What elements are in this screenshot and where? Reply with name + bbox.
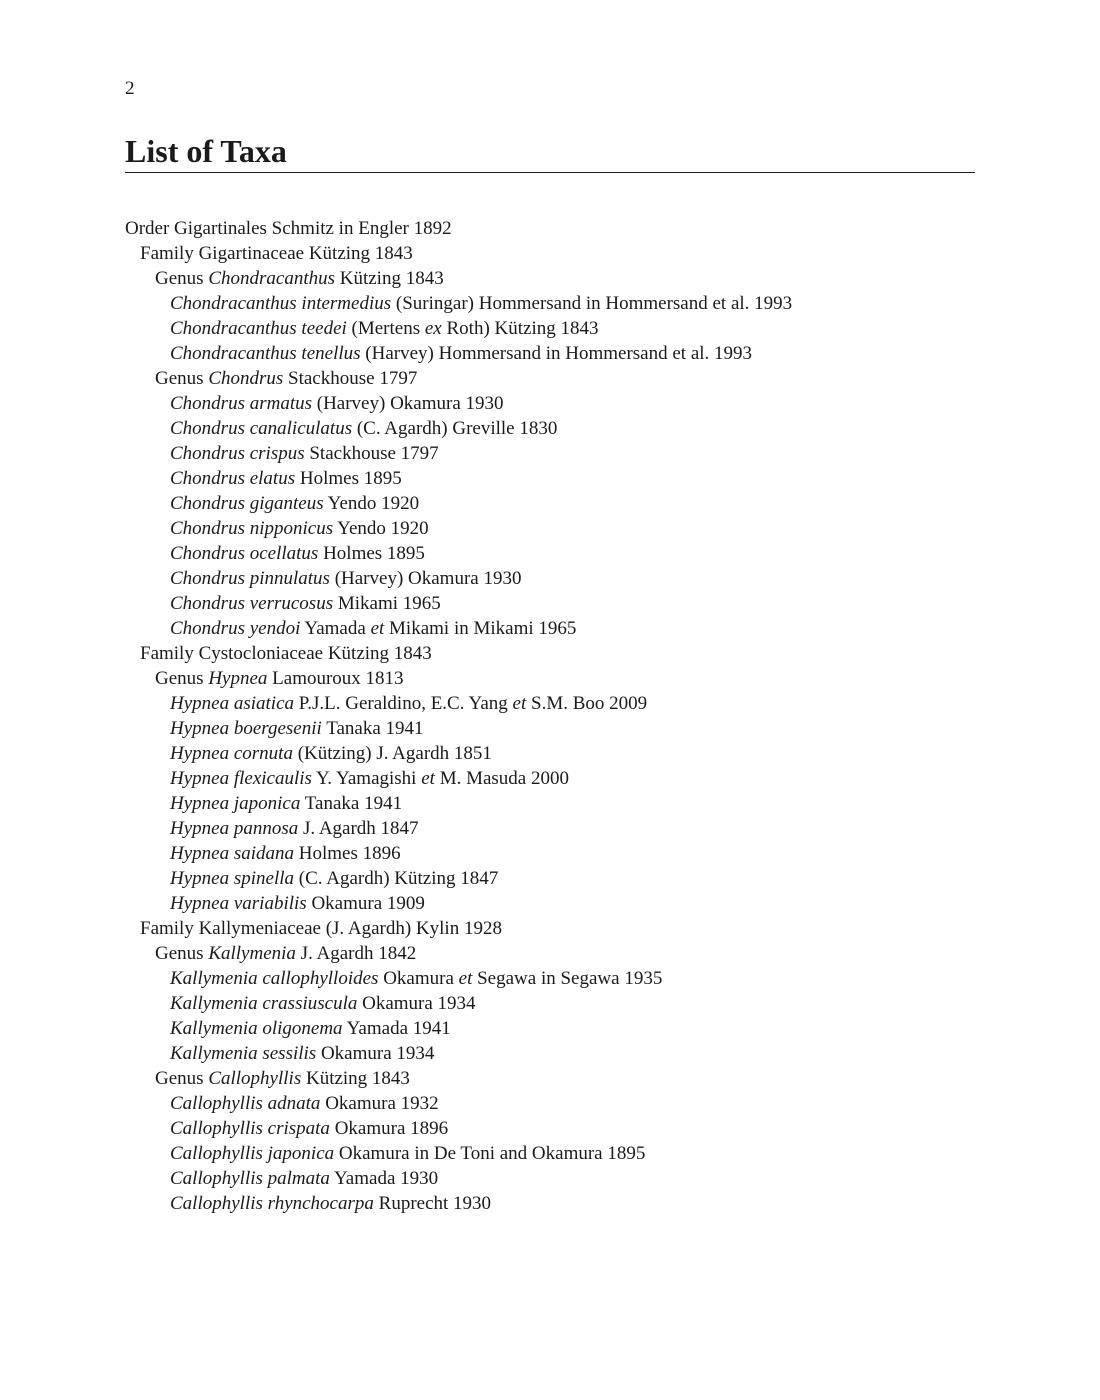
species-entry — [125, 1116, 985, 1141]
taxon-text: Holmes 1895 — [295, 468, 402, 489]
genus-entry — [125, 1066, 985, 1091]
taxon-name-italic: Callophyllis palmata — [170, 1168, 330, 1189]
taxon-name-italic: Chondrus canaliculatus — [170, 418, 353, 439]
taxon-text: J. Agardh 1847 — [298, 818, 419, 839]
species-entry — [125, 1191, 985, 1216]
taxon-name-italic: Chondrus ocellatus — [170, 543, 319, 564]
order-entry — [125, 216, 985, 241]
taxon-name-italic: Kallymenia — [208, 943, 296, 964]
taxon-name-italic: et — [512, 693, 527, 714]
species-entry — [125, 741, 985, 766]
taxon-name-italic: Hypnea japonica — [170, 793, 301, 814]
taxon-text: Okamura in De Toni and Okamura 1895 — [334, 1143, 646, 1164]
taxon-text: Y. Yamagishi — [311, 768, 422, 789]
taxon-text: Okamura 1934 — [316, 1043, 435, 1064]
taxon-text: Family Cystocloniaceae Kützing 1843 — [140, 643, 432, 664]
species-entry — [125, 866, 985, 891]
taxon-name-italic: Chondracanthus — [208, 268, 335, 289]
species-entry — [125, 441, 985, 466]
taxon-text: (Mertens — [346, 318, 425, 339]
species-entry — [125, 1091, 985, 1116]
family-entry — [125, 641, 985, 666]
taxon-text: Okamura 1932 — [320, 1093, 439, 1114]
species-entry — [125, 791, 985, 816]
taxon-name-italic: et — [370, 618, 385, 639]
taxon-name-italic: Hypnea saidana — [170, 843, 295, 864]
taxon-text: Holmes 1896 — [294, 843, 401, 864]
taxon-text: Tanaka 1941 — [321, 718, 424, 739]
taxon-text: Okamura 1909 — [306, 893, 425, 914]
taxon-text: Genus — [155, 943, 209, 964]
taxon-text: Segawa in Segawa 1935 — [472, 968, 663, 989]
taxon-text: Stackhouse 1797 — [304, 443, 439, 464]
taxon-name-italic: Hypnea pannosa — [170, 818, 299, 839]
species-entry — [125, 716, 985, 741]
taxon-name-italic: Chondrus pinnulatus — [170, 568, 330, 589]
taxon-name-italic: Kallymenia oligonema — [170, 1018, 343, 1039]
taxon-text: Mikami in Mikami 1965 — [384, 618, 577, 639]
species-entry — [125, 591, 985, 616]
species-entry — [125, 1016, 985, 1041]
taxon-text: P.J.L. Geraldino, E.C. Yang — [294, 693, 513, 714]
taxon-name-italic: Chondracanthus intermedius — [170, 293, 392, 314]
taxon-text: Genus — [155, 668, 209, 689]
species-entry — [125, 816, 985, 841]
species-entry — [125, 541, 985, 566]
species-entry — [125, 316, 985, 341]
species-entry — [125, 966, 985, 991]
taxon-name-italic: Hypnea — [208, 668, 268, 689]
taxon-name-italic: Chondrus elatus — [170, 468, 296, 489]
taxon-text: (C. Agardh) Kützing 1847 — [294, 868, 499, 889]
species-entry — [125, 1141, 985, 1166]
species-entry — [125, 291, 985, 316]
taxon-name-italic: Chondracanthus teedei — [170, 318, 347, 339]
page-title: List of Taxa — [125, 131, 975, 173]
page-number: 2 — [125, 78, 135, 99]
taxon-name-italic: Chondrus crispus — [170, 443, 305, 464]
species-entry — [125, 416, 985, 441]
species-entry — [125, 491, 985, 516]
taxon-name-italic: Callophyllis crispata — [170, 1118, 330, 1139]
taxon-name-italic: et — [421, 768, 435, 789]
taxon-name-italic: Kallymenia crassiuscula — [170, 993, 358, 1014]
taxon-name-italic: Hypnea asiatica — [170, 693, 295, 714]
taxon-name-italic: Chondrus armatus — [170, 393, 312, 414]
taxon-name-italic: Callophyllis adnata — [170, 1093, 321, 1114]
taxon-text: (Harvey) Okamura 1930 — [312, 393, 504, 414]
species-entry — [125, 1166, 985, 1191]
taxon-text: Genus — [155, 1068, 209, 1089]
species-entry — [125, 691, 985, 716]
taxon-text: Kützing 1843 — [335, 268, 444, 289]
taxon-name-italic: Chondrus giganteus — [170, 493, 324, 514]
taxon-text: Family Kallymeniaceae (J. Agardh) Kylin 1928 — [140, 918, 502, 939]
taxon-text: Genus — [155, 268, 209, 289]
taxon-name-italic: ex — [424, 318, 442, 339]
species-entry — [125, 616, 985, 641]
taxon-text: J. Agardh 1842 — [295, 943, 417, 964]
taxon-text: (Harvey) Okamura 1930 — [329, 568, 522, 589]
taxon-text: Lamouroux 1813 — [267, 668, 404, 689]
species-entry — [125, 766, 985, 791]
taxon-text: (Harvey) Hommersand in Hommersand et al. 1993 — [360, 343, 753, 364]
taxon-name-italic: Chondracanthus tenellus — [170, 343, 361, 364]
taxon-name-italic: Hypnea flexicaulis — [170, 768, 312, 789]
taxon-text: Stackhouse 1797 — [283, 368, 418, 389]
taxon-name-italic: Hypnea boergesenii — [170, 718, 322, 739]
genus-entry — [125, 366, 985, 391]
family-entry — [125, 916, 985, 941]
taxon-text: M. Masuda 2000 — [434, 768, 569, 789]
taxon-text: Ruprecht 1930 — [373, 1193, 492, 1214]
taxon-name-italic: Hypnea variabilis — [170, 893, 307, 914]
taxon-text: Kützing 1843 — [301, 1068, 410, 1089]
genus-entry — [125, 941, 985, 966]
species-entry — [125, 841, 985, 866]
species-entry — [125, 991, 985, 1016]
taxon-name-italic: Hypnea cornuta — [170, 743, 293, 764]
taxon-name-italic: Kallymenia callophylloides — [170, 968, 379, 989]
taxon-text: Okamura 1896 — [329, 1118, 449, 1139]
taxon-name-italic: Kallymenia sessilis — [170, 1043, 317, 1064]
taxon-text: Tanaka 1941 — [300, 793, 403, 814]
taxon-text: Genus — [155, 368, 209, 389]
taxon-name-italic: et — [458, 968, 473, 989]
taxon-text: Yamada — [300, 618, 371, 639]
taxon-name-italic: Hypnea spinella — [170, 868, 295, 889]
taxon-name-italic: Callophyllis — [208, 1068, 302, 1089]
taxon-text: (Kützing) J. Agardh 1851 — [292, 743, 492, 764]
taxon-text: Mikami 1965 — [333, 593, 441, 614]
taxon-text: Holmes 1895 — [318, 543, 425, 564]
taxon-name-italic: Chondrus nipponicus — [170, 518, 334, 539]
species-entry — [125, 341, 985, 366]
genus-entry — [125, 666, 985, 691]
species-entry — [125, 391, 985, 416]
taxon-name-italic: Callophyllis rhynchocarpa — [170, 1193, 374, 1214]
taxon-text: (Suringar) Hommersand in Hommersand et al. 1993 — [391, 293, 793, 314]
taxon-text: Family Gigartinaceae Kützing 1843 — [140, 243, 413, 264]
taxon-text: Okamura — [378, 968, 459, 989]
taxon-name-italic: Chondrus — [208, 368, 284, 389]
taxon-name-italic: Chondrus verrucosus — [170, 593, 334, 614]
taxon-text: Order Gigartinales Schmitz in Engler 1892 — [125, 218, 452, 239]
taxon-text: Yamada 1941 — [342, 1018, 451, 1039]
taxon-name-italic: Chondrus yendoi — [170, 618, 301, 639]
species-entry — [125, 516, 985, 541]
family-entry — [125, 241, 985, 266]
species-entry — [125, 566, 985, 591]
taxon-text: S.M. Boo 2009 — [526, 693, 648, 714]
taxon-text: Roth) Kützing 1843 — [441, 318, 599, 339]
taxon-text: (C. Agardh) Greville 1830 — [352, 418, 558, 439]
taxon-name-italic: Callophyllis japonica — [170, 1143, 335, 1164]
taxon-text: Yamada 1930 — [329, 1168, 439, 1189]
species-entry — [125, 466, 985, 491]
taxon-text: Yendo 1920 — [323, 493, 420, 514]
species-entry — [125, 1041, 985, 1066]
taxon-text: Yendo 1920 — [333, 518, 429, 539]
taxa-list — [125, 216, 985, 1216]
species-entry — [125, 891, 985, 916]
taxon-text: Okamura 1934 — [357, 993, 476, 1014]
genus-entry — [125, 266, 985, 291]
